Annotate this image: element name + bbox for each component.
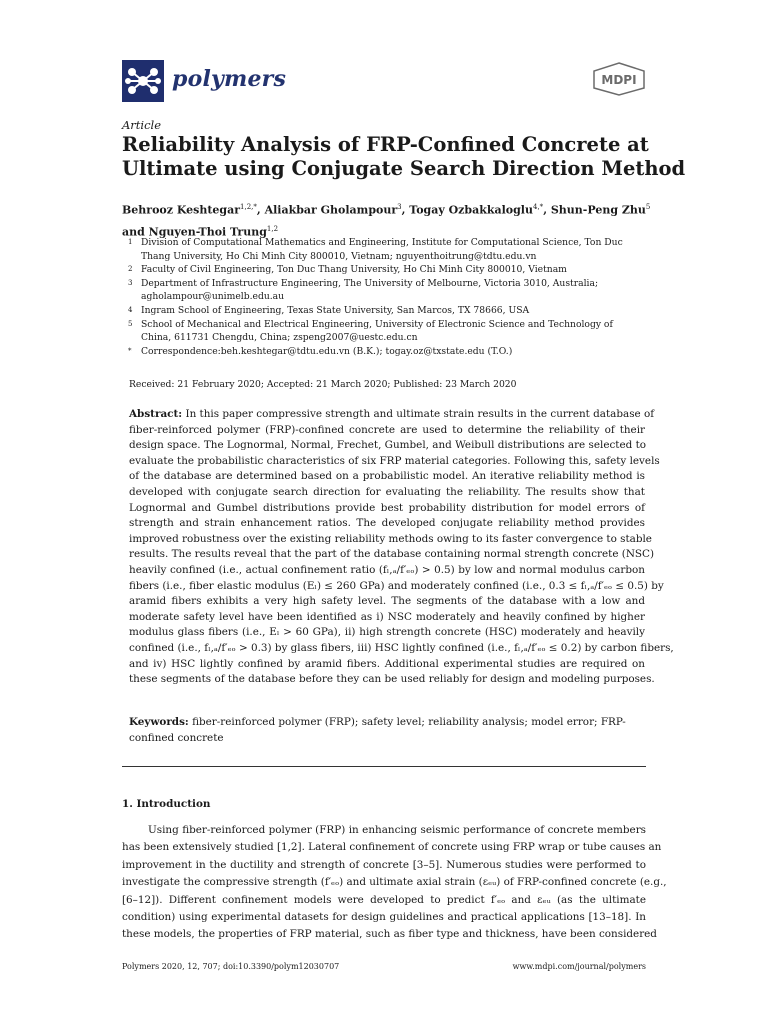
correspondence-line: Correspondence:beh.keshtegar@tdtu.edu.vn (B.K.); togay.oz@txstate.edu (T.O.) <box>141 345 513 357</box>
abstract <box>129 407 674 688</box>
abstract-line: heavily confined (i.e., actual confinement ratio (fₗ,ₐ/f′ₑₒ) > 0.5) by low and normal modulus carbon <box>129 563 645 576</box>
body-line: investigate the compressive strength (f′ₑₒ) and ultimate axial strain (εₑᵤ) of FRP-confined concrete (e.g., <box>122 876 667 889</box>
abstract-line <box>129 407 655 423</box>
author-affil-mark: 1,2,* <box>240 203 257 211</box>
abstract-line: evaluate the probabilistic characteristics of six FRP material categories. Following this, safety levels <box>129 454 660 467</box>
abstract-line: aramid fibers exhibits a very high safety level. The segments of the database with a low and <box>129 595 645 608</box>
keywords-line: confined concrete <box>129 731 224 744</box>
author-list <box>122 198 652 241</box>
abstract-text: In this paper compressive strength and ultimate strain results in the current database of <box>182 408 655 420</box>
abstract-line: fiber-reinforced polymer (FRP)-confined concrete are used to determine the reliability of their <box>129 423 645 436</box>
abstract-line: improved robustness over the existing reliability methods owing to its faster convergence to stable <box>129 532 652 545</box>
author-affil-mark: 5 <box>645 203 651 211</box>
keywords-label: Keywords: <box>129 716 189 728</box>
polymers-molecule-icon <box>122 60 164 102</box>
author-name: , Togay Ozbakkaloglu <box>401 203 533 217</box>
article-type: Article <box>122 118 162 132</box>
author-name: Behrooz Keshtegar <box>122 203 241 217</box>
affiliation-line: School of Mechanical and Electrical Engineering, University of Electronic Science and Technology of <box>141 318 613 330</box>
abstract-line: moderate safety level have been identified as i) NSC moderately and heavily confined by higher <box>129 610 645 623</box>
affiliation-mark: 3 <box>128 278 133 287</box>
body-line: improvement in the ductility and strength of concrete [3–5]. Numerous studies were performed to <box>122 858 646 871</box>
body-line: has been extensively studied [1,2]. Lateral confinement of concrete using FRP wrap or tube causes an <box>122 841 662 854</box>
abstract-line: these segments of the database before they can be used reliably for design and modeling purposes. <box>129 673 655 686</box>
paper-title <box>122 133 686 181</box>
journal-header <box>122 60 646 106</box>
affiliation-item <box>128 236 648 263</box>
affiliation-mark: 5 <box>128 319 133 328</box>
abstract-line: confined (i.e., fₗ,ₐ/f′ₑₒ > 0.3) by glass fibers, iii) HSC lightly confined (i.e., fₗ,ₐ/f′ₑₒ ≤ 0.2) by carbon fibers, <box>129 641 674 654</box>
introduction-body <box>122 822 667 944</box>
body-line: condition) using experimental datasets for design guidelines and practical applications [13–18]. In <box>122 911 646 924</box>
mdpi-logo-text: MDPI <box>601 73 637 87</box>
body-line: these models, the properties of FRP material, such as fiber type and thickness, have been considered <box>122 928 657 941</box>
affiliation-item <box>128 263 648 277</box>
abstract-line: fibers (i.e., fiber elastic modulus (Eₗ) ≤ 260 GPa) and moderately confined (i.e., 0.3 ≤ fₗ,ₐ/f′ₑₒ ≤ 0.5) by <box>129 579 664 592</box>
abstract-line: developed with conjugate search direction for evaluating the reliability. The results show that <box>129 485 645 498</box>
correspondence <box>128 345 648 359</box>
affiliation-mark: * <box>128 346 132 355</box>
affiliation-item <box>128 318 648 345</box>
affiliation-mark: 1 <box>128 238 133 246</box>
affiliations <box>128 236 648 358</box>
journal-url[interactable]: www.mdpi.com/journal/polymers <box>512 962 646 971</box>
abstract-line: strength and strain enhancement ratios. The developed conjugate reliability method provides <box>129 517 645 530</box>
body-line: [6–12]). Different confinement models were developed to predict f′ₑₒ and εₑᵤ (as the ultimate <box>122 893 646 906</box>
section-heading: 1. Introduction <box>122 798 211 810</box>
section-divider <box>122 766 646 767</box>
affiliation-mark: 4 <box>128 305 133 314</box>
journal-name: polymers <box>172 66 287 92</box>
author-name: , Shun-Peng Zhu <box>543 203 646 217</box>
publication-dates: Received: 21 February 2020; Accepted: 21 March 2020; Published: 23 March 2020 <box>129 379 517 390</box>
author-line <box>122 198 652 220</box>
affiliation-line: agholampour@unimelb.edu.au <box>141 291 285 303</box>
author-name: and Nguyen-Thoi Trung <box>122 225 267 239</box>
mdpi-logo <box>592 62 646 96</box>
author-affil-mark: 1,2 <box>266 224 279 233</box>
affiliation-line: China, 611731 Chengdu, China; zspeng2007@uestc.edu.cn <box>141 332 418 344</box>
keywords-text: fiber-reinforced polymer (FRP); safety level; reliability analysis; model error; FRP- <box>188 716 626 728</box>
abstract-line: of the database are determined based on a probabilistic model. An iterative reliability method is <box>129 470 645 483</box>
affiliation-line: Faculty of Civil Engineering, Ton Duc Thang University, Ho Chi Minh City 800010, Vietnam <box>141 264 567 276</box>
title-line: Reliability Analysis of FRP-Confined Concrete at <box>122 133 649 156</box>
abstract-line: results. The results reveal that the part of the database containing normal strength concrete (NSC) <box>129 548 655 561</box>
abstract-line: and iv) HSC lightly confined by aramid fibers. Additional experimental studies are required on <box>129 657 645 670</box>
affiliation-line: Ingram School of Engineering, Texas State University, San Marcos, TX 78666, USA <box>141 304 530 316</box>
author-affil-mark: 4,* <box>533 203 544 211</box>
affiliation-line: Thang University, Ho Chi Minh City 800010, Vietnam; nguyenthoitrung@tdtu.edu.vn <box>141 250 537 262</box>
affiliation-mark: 2 <box>128 265 133 274</box>
author-name: , Aliakbar Gholampour <box>256 203 398 217</box>
body-line: Using fiber-reinforced polymer (FRP) in enhancing seismic performance of concrete members <box>148 824 646 836</box>
abstract-line: modulus glass fibers (i.e., Eₗ > 60 GPa), ii) high strength concrete (HSC) moderately and heavily <box>129 626 645 639</box>
keywords <box>129 715 645 746</box>
author-affil-mark: 3 <box>397 203 402 211</box>
citation-footer: Polymers 2020, 12, 707; doi:10.3390/polym12030707 <box>122 962 340 971</box>
abstract-line: design space. The Lognormal, Normal, Frechet, Gumbel, and Weibull distributions are selected to <box>129 439 646 452</box>
abstract-line: Lognormal and Gumbel distributions provide best probability distribution for model errors of <box>129 501 645 514</box>
affiliation-item <box>128 304 648 318</box>
affiliation-line: Division of Computational Mathematics and Engineering, Institute for Computational Science, Ton Duc <box>141 237 623 248</box>
title-line: Ultimate using Conjugate Search Direction Method <box>122 157 686 180</box>
affiliation-line: Department of Infrastructure Engineering, The University of Melbourne, Victoria 3010, Australia; <box>141 277 599 289</box>
keywords-line <box>129 715 645 731</box>
abstract-label: Abstract: <box>129 408 183 420</box>
affiliation-item <box>128 277 648 304</box>
